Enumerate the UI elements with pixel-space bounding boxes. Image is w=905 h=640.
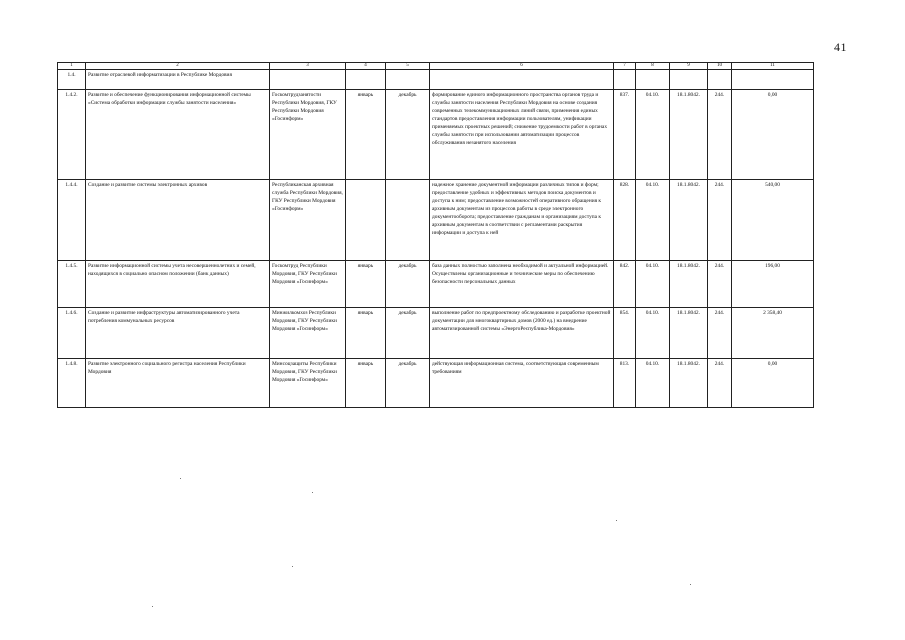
amount: 0,00 [732,90,814,180]
end-month [386,70,430,90]
row-number: 1.4.2. [58,90,86,180]
column-number: 1 [58,63,86,70]
code-col-8: 04.10. [636,308,670,359]
code-col-10: 244. [708,308,732,359]
expected-result: надежное хранение документной информации различных типов и форм; предоставление удобных и эффективных методов поиска документов и доступа к ним; предоставление возможностей оперативного обращения к архивным документам из процессов работы в среде электронного документооборота; предоставление гражданам и организациям доступа к архивным документам в соответствии с регламентами раскрытия информации и доступа к ней [430,180,614,261]
scan-speck [690,584,691,585]
start-month: январь [346,261,386,308]
table-row [58,90,814,180]
column-number: 5 [386,63,430,70]
table-row [58,308,814,359]
code-col-9 [670,70,708,90]
code-col-8: 04.10. [636,90,670,180]
table-row [58,180,814,261]
measure-name: Развитие электронного социального регистра населения Республики Мордовия [86,359,270,408]
expected-result: база данных полностью заполнена необходимой и актуальной информацией. Осуществлены организационные и технические меры по обеспечению безопасности персональных данных [430,261,614,308]
start-month: январь [346,359,386,408]
measure-name: Развитие информационной системы учета несовершеннолетних и семей, находящихся в социально опасном положении (банк данных) [86,261,270,308]
executor: Госкомтруд Республики Мордовия, ГКУ Республики Мордовия «Госинформ» [270,261,346,308]
start-month: январь [346,90,386,180]
expected-result: формирование единого информационного пространства органов труда и службы занятости населения Республики Мордовия на основе создания современных телекоммуникационных линий связи, применения единых стандартов предоставления информации пользователям, унификации применяемых проектных решений; снижение трудоемкости работ в органах службы занятости при использовании автоматизации процессов обслуживания незанятого населения [430,90,614,180]
scan-speck [312,492,313,493]
executor [270,70,346,90]
scan-speck [292,566,293,567]
end-month [386,180,430,261]
code-col-8: 04.10. [636,180,670,261]
expected-result: выполнение работ по предпроектному обследованию и разработке проектной документации для многоквартирных домов (2000 ед.) на внедрение автоматизированной системы «ЭнергоРеспублика-Мордовия» [430,308,614,359]
code-col-8: 04.10. [636,261,670,308]
table-row [58,70,814,90]
column-number: 10 [708,63,732,70]
table-row [58,359,814,408]
code-col-9: 18.1.8042. [670,359,708,408]
column-number-row [58,63,814,70]
amount: 196,00 [732,261,814,308]
column-number: 9 [670,63,708,70]
code-col-7: 842. [614,261,636,308]
code-col-9: 18.1.8042. [670,261,708,308]
column-number: 3 [270,63,346,70]
table-row [58,261,814,308]
measure-name: Создание и развитие системы электронных архивов [86,180,270,261]
code-col-7: 828. [614,180,636,261]
code-col-8 [636,70,670,90]
executor: Минсоцзащиты Республики Мордовия, ГКУ Республики Мордовия «Госинформ» [270,359,346,408]
code-col-7: 837. [614,90,636,180]
column-number: 7 [614,63,636,70]
start-month: январь [346,308,386,359]
code-col-8: 04.10. [636,359,670,408]
code-col-9: 18.1.8042. [670,308,708,359]
column-number: 2 [86,63,270,70]
end-month: декабрь [386,90,430,180]
column-number: 4 [346,63,386,70]
measure-name: Развитие отраслевой информатизации в Республике Мордовия [86,70,270,90]
row-number: 1.4. [58,70,86,90]
measure-name: Развитие и обеспечение функционирования информационной системы «Система обработки информации службы занятости населения» [86,90,270,180]
row-number: 1.4.8. [58,359,86,408]
measures-table [57,62,814,408]
column-number: 11 [732,63,814,70]
end-month: декабрь [386,359,430,408]
scan-speck [152,606,153,607]
column-number: 6 [430,63,614,70]
code-col-10: 244. [708,359,732,408]
expected-result: действующая информационная система, соответствующая современным требованиям [430,359,614,408]
code-col-10: 244. [708,90,732,180]
code-col-10: 244. [708,180,732,261]
scan-speck [616,520,617,521]
code-col-7: 854. [614,308,636,359]
row-number: 1.4.5. [58,261,86,308]
row-number: 1.4.6. [58,308,86,359]
end-month: декабрь [386,308,430,359]
page-number: 41 [834,40,847,54]
executor: Госкомтрудзанятости Республики Мордовия, ГКУ Республики Мордовия «Госинформ» [270,90,346,180]
code-col-9: 18.1.8042. [670,90,708,180]
code-col-10 [708,70,732,90]
expected-result [430,70,614,90]
amount: 0,00 [732,359,814,408]
amount: 2 358,40 [732,308,814,359]
amount [732,70,814,90]
start-month [346,70,386,90]
executor: Минжилкомхоз Республики Мордовия, ГКУ Республики Мордовия «Госинформ» [270,308,346,359]
column-number: 8 [636,63,670,70]
start-month [346,180,386,261]
scan-speck [180,478,181,479]
executor: Республиканская архивная служба Республики Мордовия, ГКУ Республики Мордовия «Госинформ» [270,180,346,261]
row-number: 1.4.4. [58,180,86,261]
code-col-7: 813. [614,359,636,408]
amount: 540,00 [732,180,814,261]
end-month: декабрь [386,261,430,308]
code-col-7 [614,70,636,90]
code-col-10: 244. [708,261,732,308]
measure-name: Создание и развитие инфраструктуры автоматизированного учета потребления коммунальных ресурсов [86,308,270,359]
code-col-9: 18.1.8042. [670,180,708,261]
